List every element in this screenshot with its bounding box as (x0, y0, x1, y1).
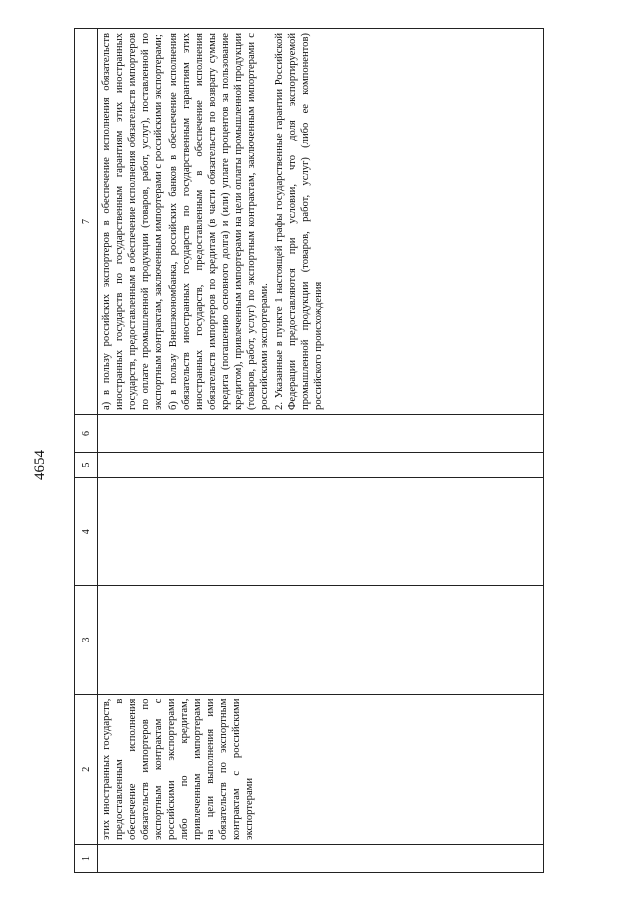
cell-col-1 (98, 844, 544, 872)
cell-col-4 (98, 478, 544, 586)
cell-col-2 (98, 694, 544, 844)
paragraph-b: б) в пользу Внешэкономбанка, российских банков в обеспечение исполнения обязательств иностранных государств по государственным гарантиям этих иностранных государств, предоставленным в обеспечение исполнения обязательств импортеров по кредитам (в части обязательств по возврату суммы кредита (погашению основного долга) и (или) уплате процентов за пользование кредитом), привлеченным импортерами на цели оплаты промышленной продукции (товаров, работ, услуг) по экспортным контрактам, заключенным импортерами с российскими экспортерами. (168, 33, 270, 410)
table-header-row (75, 29, 98, 873)
header-col-7: 7 (75, 29, 98, 415)
header-col-1: 1 (75, 844, 98, 872)
paragraph-2: 2. Указанные в пункте 1 настоящей графы государственные гарантии Российской Федерации предоставляются при условии, что доля экспортируемой промышленной продукции (товаров, работ, услуг) (либо ее компонентов) российского происхождения (274, 33, 324, 410)
header-col-4: 4 (75, 478, 98, 586)
guarantees-table (74, 28, 544, 873)
rotated-table-container (74, 28, 544, 873)
cell-col-7 (98, 29, 544, 415)
cell-col-3 (98, 586, 544, 694)
table-row (98, 29, 544, 873)
paragraph-a: а) в пользу российских экспортеров в обеспечение исполнения обязательств иностранных государств по государственным гарантиям этих иностранных государств, предоставленным в обеспечение исполнения обязательств импортеров по оплате промышленной продукции (товаров, работ, услуг), поставленной по экспортным контрактам, заключенным импортерами с российскими экспортерами; (101, 33, 164, 410)
header-col-6: 6 (75, 414, 98, 452)
header-col-3: 3 (75, 586, 98, 694)
cell-col-2-text: этих иностранных государств, предоставленным в обеспечение исполнения обязательств импортеров по экспортным контрактам с российскими экспортерами либо по кредитам, привлеченным импортерами на цели выполнения ими обязательств по экспортным контрактам с российскими экспортерами (101, 698, 255, 840)
page-number: 4654 (32, 450, 48, 480)
cell-col-6 (98, 414, 544, 452)
header-col-2: 2 (75, 694, 98, 844)
cell-col-5 (98, 453, 544, 478)
header-col-5: 5 (75, 453, 98, 478)
